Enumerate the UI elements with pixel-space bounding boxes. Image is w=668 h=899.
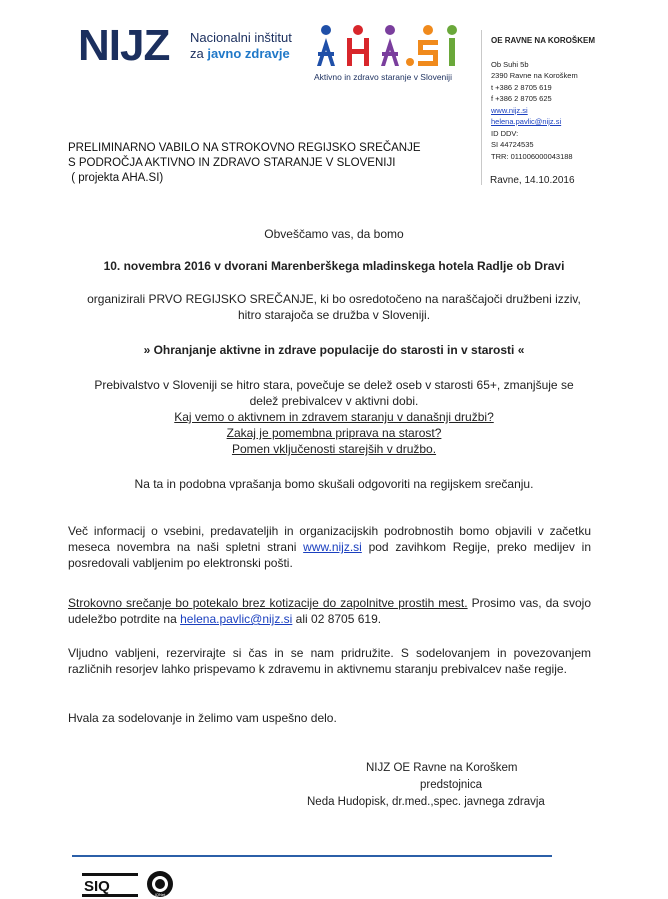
signature-name: Neda Hudopisk, dr.med.,spec. javnega zdravja bbox=[307, 796, 545, 808]
contact-web-link[interactable]: www.nijz.si bbox=[491, 105, 528, 115]
siq-cert-logo bbox=[82, 873, 138, 897]
iqnet-cert-text: IQNet bbox=[154, 892, 166, 897]
document-date: Ravne, 14.10.2016 bbox=[490, 175, 575, 186]
invitation-paragraph: Vljudno vabljeni, rezervirajte si čas in se nam pridružite. S sodelovanjem in povezovanjem različnih resorjev lahko prispevamo k zdravemu in aktivnemu staranju prebivalcev naše regije. bbox=[68, 646, 591, 676]
nijz-name-line2 bbox=[190, 46, 292, 62]
question-2: Zakaj je pomembna priprava na starost? bbox=[226, 426, 442, 440]
organized-line2: hitro starajoča se družba v Sloveniji. bbox=[237, 308, 431, 322]
nijz-name-prefix: za bbox=[190, 46, 208, 61]
contact-fax: f +386 2 8705 625 bbox=[491, 94, 552, 103]
intro-text: Obveščamo vas, da bomo bbox=[264, 227, 404, 241]
siq-cert-text: SIQ bbox=[84, 878, 110, 895]
population-line1: Prebivalstvo v Sloveniji se hitro stara, povečuje se delež oseb v starosti 65+, zmanjšuje se bbox=[94, 378, 574, 392]
registration-email-link[interactable]: helena.pavlic@nijz.si bbox=[180, 612, 293, 626]
registration-text-b: ali 02 8705 619. bbox=[292, 612, 382, 626]
document-title bbox=[68, 141, 421, 186]
motto: » Ohranjanje aktivne in zdrave populacije do starosti in v starosti « bbox=[143, 343, 525, 357]
aha-si-caption: Aktivno in zdravo staranje v Sloveniji bbox=[314, 72, 452, 82]
title-line2: S PODROČJA AKTIVNO IN ZDRAVO STARANJE V SLOVENIJI bbox=[68, 157, 396, 169]
contact-org: OE RAVNE NA KOROŠKEM bbox=[491, 36, 596, 45]
title-line3: ( projekta AHA.SI) bbox=[68, 172, 164, 184]
contact-trr: TRR: 011006000043188 bbox=[491, 151, 573, 161]
nijz-name-bold: javno zdravje bbox=[207, 46, 290, 61]
signature-role: predstojnica bbox=[420, 779, 483, 791]
iqnet-cert-logo bbox=[146, 870, 174, 898]
nijz-logo-text bbox=[190, 30, 292, 62]
contact-email-link[interactable]: helena.pavlic@nijz.si bbox=[491, 117, 562, 126]
registration-paragraph bbox=[68, 595, 591, 627]
footer-rule bbox=[72, 855, 552, 857]
organized-paragraph bbox=[40, 291, 628, 323]
contact-postal: 2390 Ravne na Koroškem bbox=[491, 71, 578, 80]
organized-line1: organizirali PRVO REGIJSKO SREČANJE, ki bo osredotočeno na naraščajoči družbeni izziv, bbox=[87, 292, 581, 306]
population-paragraph bbox=[40, 377, 628, 457]
info-text-b: pod zavihkom Regije, preko medijev in posredovali vabljenim po elektronski pošti. bbox=[68, 540, 591, 570]
nijz-logo: NIJZ bbox=[78, 21, 170, 70]
contact-phone: t +386 2 8705 619 bbox=[491, 82, 552, 92]
website-link[interactable]: www.nijz.si bbox=[303, 540, 362, 554]
event-date-location: 10. novembra 2016 v dvorani Marenberškega mladinskega hotela Radlje ob Dravi bbox=[103, 259, 565, 273]
contact-id-ddv: SI 44724535 bbox=[491, 140, 534, 149]
contact-address: Ob Suhi 5b bbox=[491, 59, 529, 69]
answer-text: Na ta in podobna vprašanja bomo skušali odgovoriti na regijskem srečanju. bbox=[134, 477, 534, 491]
thanks-text: Hvala za sodelovanje in želimo vam uspešno delo. bbox=[68, 711, 337, 725]
nijz-name-line1: Nacionalni inštitut bbox=[190, 30, 292, 45]
contact-block bbox=[491, 35, 595, 162]
question-3: Pomen vključenosti starejših v družbo. bbox=[231, 442, 437, 456]
registration-text-a: Prosimo vas, da svojo udeležbo potrdite na bbox=[68, 596, 591, 626]
header-divider bbox=[481, 30, 482, 185]
contact-id-ddv-label: ID DDV: bbox=[491, 128, 519, 138]
title-line1: PRELIMINARNO VABILO NA STROKOVNO REGIJSKO SREČANJE bbox=[68, 142, 421, 154]
free-admission-text: Strokovno srečanje bo potekalo brez kotizacije do zapolnitve prostih mest. bbox=[68, 596, 468, 610]
info-paragraph bbox=[68, 523, 591, 571]
population-line2: delež prebivalcev v aktivni dobi. bbox=[249, 394, 419, 408]
signature-org: NIJZ OE Ravne na Koroškem bbox=[366, 762, 518, 774]
question-1: Kaj vemo o aktivnem in zdravem staranju v današnji družbi? bbox=[174, 410, 494, 424]
info-text-a: Več informacij o vsebini, predavateljih in organizacijskih podrobnostih bomo objavili v začetku meseca novembra na naši spletni strani bbox=[68, 524, 591, 554]
